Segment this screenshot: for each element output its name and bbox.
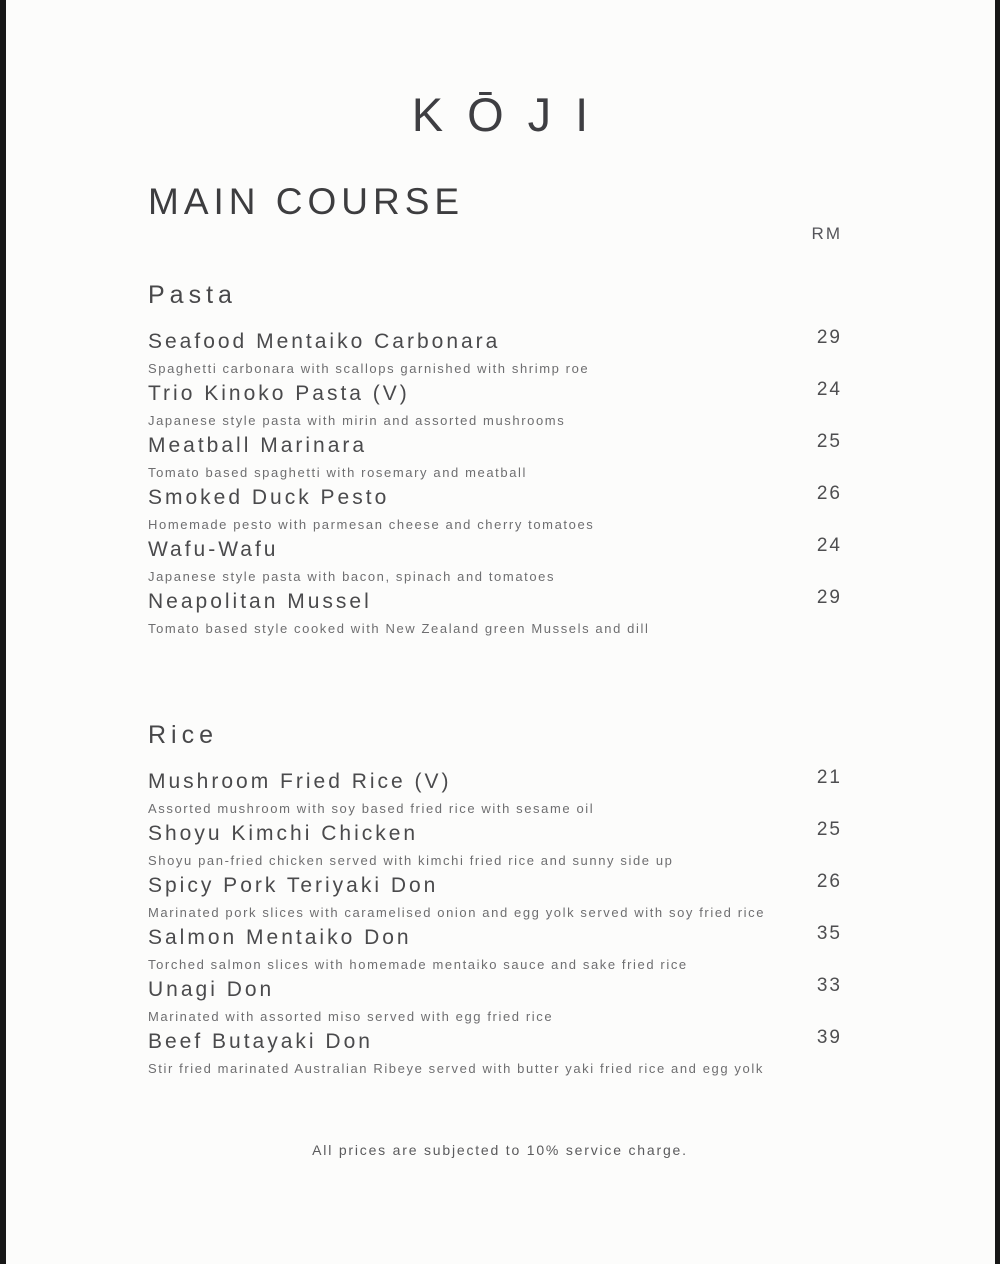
item-name: Spicy Pork Teriyaki Don bbox=[148, 874, 439, 897]
item-description: Homemade pesto with parmesan cheese and cherry tomatoes bbox=[148, 517, 595, 532]
right-black-edge bbox=[995, 0, 1000, 1264]
item-price: 33 bbox=[816, 975, 842, 996]
item-name: Smoked Duck Pesto bbox=[148, 486, 390, 509]
menu-item bbox=[148, 328, 842, 380]
brand-logo: KŌJI bbox=[411, 88, 613, 141]
menu-item bbox=[148, 1028, 842, 1080]
section-title: Rice bbox=[148, 721, 219, 749]
item-price: 35 bbox=[816, 923, 842, 944]
item-description: Japanese style pasta with bacon, spinach and tomatoes bbox=[148, 569, 556, 584]
item-price: 24 bbox=[816, 535, 842, 556]
item-price: 25 bbox=[816, 819, 842, 840]
item-price: 21 bbox=[816, 767, 842, 788]
item-name: Unagi Don bbox=[148, 978, 275, 1001]
footer-note: All prices are subjected to 10% service charge. bbox=[312, 1142, 688, 1158]
item-price: 26 bbox=[816, 871, 842, 892]
menu-item bbox=[148, 588, 842, 640]
section-title: Pasta bbox=[148, 281, 237, 309]
menu-sections bbox=[148, 280, 842, 1080]
menu-section bbox=[148, 720, 842, 1080]
menu-item bbox=[148, 820, 842, 872]
item-name: Meatball Marinara bbox=[148, 434, 368, 457]
item-description: Marinated with assorted miso served with egg fried rice bbox=[148, 1009, 554, 1024]
item-price: 26 bbox=[816, 483, 842, 504]
menu-content bbox=[148, 180, 842, 1080]
item-price: 29 bbox=[816, 587, 842, 608]
item-name: Wafu-Wafu bbox=[148, 538, 279, 561]
item-description: Tomato based spaghetti with rosemary and meatball bbox=[148, 465, 528, 480]
item-description: Torched salmon slices with homemade mentaiko sauce and sake fried rice bbox=[148, 957, 688, 972]
menu-item bbox=[148, 380, 842, 432]
item-name: Shoyu Kimchi Chicken bbox=[148, 822, 419, 845]
item-name: Neapolitan Mussel bbox=[148, 590, 372, 613]
item-name: Mushroom Fried Rice (V) bbox=[148, 770, 452, 793]
item-description: Japanese style pasta with mirin and assorted mushrooms bbox=[148, 413, 566, 428]
left-black-edge bbox=[0, 0, 6, 1264]
menu-item bbox=[148, 432, 842, 484]
menu-item bbox=[148, 872, 842, 924]
item-name: Beef Butayaki Don bbox=[148, 1030, 373, 1053]
menu-item bbox=[148, 976, 842, 1028]
item-description: Tomato based style cooked with New Zealand green Mussels and dill bbox=[148, 621, 650, 636]
menu-item bbox=[148, 536, 842, 588]
item-price: 25 bbox=[816, 431, 842, 452]
item-description: Spaghetti carbonara with scallops garnished with shrimp roe bbox=[148, 361, 590, 376]
item-name: Seafood Mentaiko Carbonara bbox=[148, 330, 501, 353]
item-description: Assorted mushroom with soy based fried rice with sesame oil bbox=[148, 801, 595, 816]
item-name: Trio Kinoko Pasta (V) bbox=[148, 382, 410, 405]
item-description: Marinated pork slices with caramelised onion and egg yolk served with soy fried rice bbox=[148, 905, 766, 920]
currency-label: RM bbox=[811, 224, 842, 243]
item-price: 39 bbox=[816, 1027, 842, 1048]
item-price: 29 bbox=[816, 327, 842, 348]
section-items bbox=[148, 328, 842, 640]
menu-item bbox=[148, 768, 842, 820]
item-description: Shoyu pan-fried chicken served with kimchi fried rice and sunny side up bbox=[148, 853, 674, 868]
menu-item bbox=[148, 924, 842, 976]
item-description: Stir fried marinated Australian Ribeye served with butter yaki fried rice and egg yolk bbox=[148, 1061, 764, 1076]
page-title: MAIN COURSE bbox=[148, 181, 465, 222]
menu-item bbox=[148, 484, 842, 536]
menu-section bbox=[148, 280, 842, 640]
item-name: Salmon Mentaiko Don bbox=[148, 926, 412, 949]
section-items bbox=[148, 768, 842, 1080]
item-price: 24 bbox=[816, 379, 842, 400]
